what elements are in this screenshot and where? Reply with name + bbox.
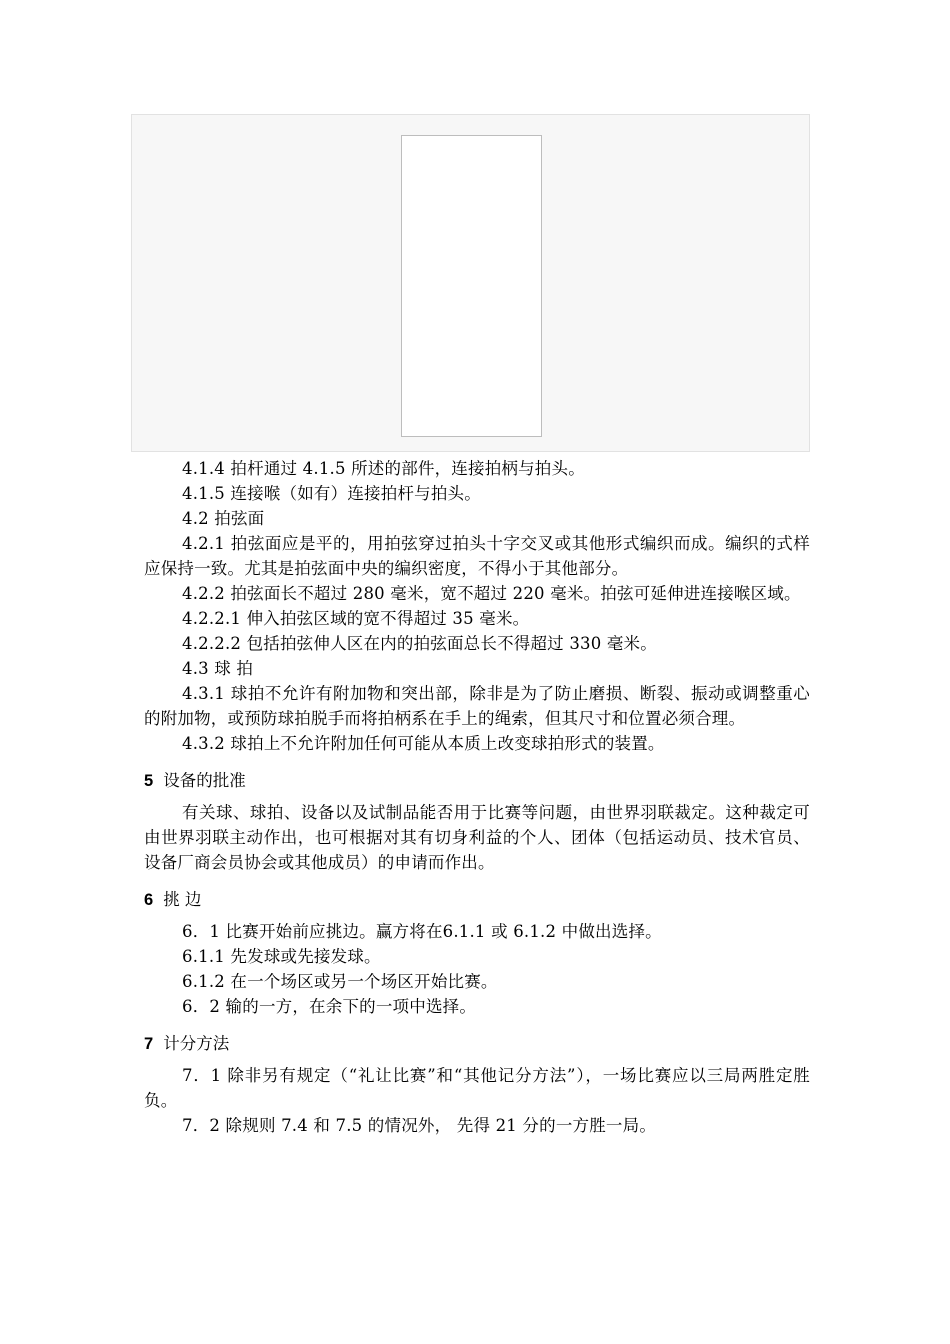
section-7-heading <box>144 1031 810 1057</box>
paragraph-4-1-4: 4.1.4 拍杆通过 4.1.5 所述的部件，连接拍柄与拍头。 <box>182 459 585 478</box>
section-7-title: 计分方法 <box>163 1034 230 1053</box>
section-6-number: 6 <box>144 891 154 909</box>
paragraph-7-1: 7．1 除非另有规定（“礼让比赛”和“其他记分方法”），一场比赛应以三局两胜定胜负。 <box>144 1066 810 1110</box>
section-5-number: 5 <box>144 772 154 790</box>
paragraph-4-3-1: 4.3.1 球拍不允许有附加物和突出部，除非是为了防止磨损、断裂、振动或调整重心的附加物，或预防球拍脱手而将拍柄系在手上的绳索，但其尺寸和位置必须合理。 <box>144 684 810 728</box>
section-7-number: 7 <box>144 1035 154 1053</box>
paragraph-6-2: 6．2 输的一方，在余下的一项中选择。 <box>182 997 477 1016</box>
paragraph-4-3: 4.3 球 拍 <box>182 659 254 678</box>
section-6-heading <box>144 887 810 913</box>
figure-placeholder <box>131 114 810 452</box>
section-5-heading <box>144 768 810 794</box>
section-6-title: 挑 边 <box>163 890 202 909</box>
paragraph-4-2-2: 4.2.2 拍弦面长不超过 280 毫米，宽不超过 220 毫米。拍弦可延伸进连接喉区域。 <box>182 584 801 603</box>
paragraph-4-3-2: 4.3.2 球拍上不允许附加任何可能从本质上改变球拍形式的装置。 <box>182 734 665 753</box>
paragraph-4-1-5: 4.1.5 连接喉（如有）连接拍杆与拍头。 <box>182 484 481 503</box>
paragraph-6-1: 6．1 比赛开始前应挑边。赢方将在6.1.1 或 6.1.2 中做出选择。 <box>182 922 662 941</box>
paragraph-5: 有关球、球拍、设备以及试制品能否用于比赛等问题，由世界羽联裁定。这种裁定可由世界羽联主动作出，也可根据对其有切身利益的个人、团体（包括运动员、技术官员、设备厂商会员协会或其他成员）的申请而作出。 <box>144 803 810 872</box>
paragraph-4-2-2-1: 4.2.2.1 伸入拍弦区域的宽不得超过 35 毫米。 <box>182 609 530 628</box>
paragraph-4-2-2-2: 4.2.2.2 包括拍弦伸人区在内的拍弦面总长不得超过 330 毫米。 <box>182 634 657 653</box>
paragraph-7-2: 7．2 除规则 7.4 和 7.5 的情况外， 先得 21 分的一方胜一局。 <box>182 1116 657 1135</box>
paragraph-6-1-2: 6.1.2 在一个场区或另一个场区开始比赛。 <box>182 972 498 991</box>
racket-diagram-image <box>401 135 542 437</box>
paragraph-6-1-1: 6.1.1 先发球或先接发球。 <box>182 947 381 966</box>
paragraph-4-2: 4.2 拍弦面 <box>182 509 265 528</box>
paragraph-4-2-1: 4.2.1 拍弦面应是平的，用拍弦穿过拍头十字交叉或其他形式编织而成。编织的式样应保持一致。尤其是拍弦面中央的编织密度，不得小于其他部分。 <box>144 534 810 578</box>
document-body <box>144 456 810 1138</box>
section-5-title: 设备的批准 <box>163 771 246 790</box>
